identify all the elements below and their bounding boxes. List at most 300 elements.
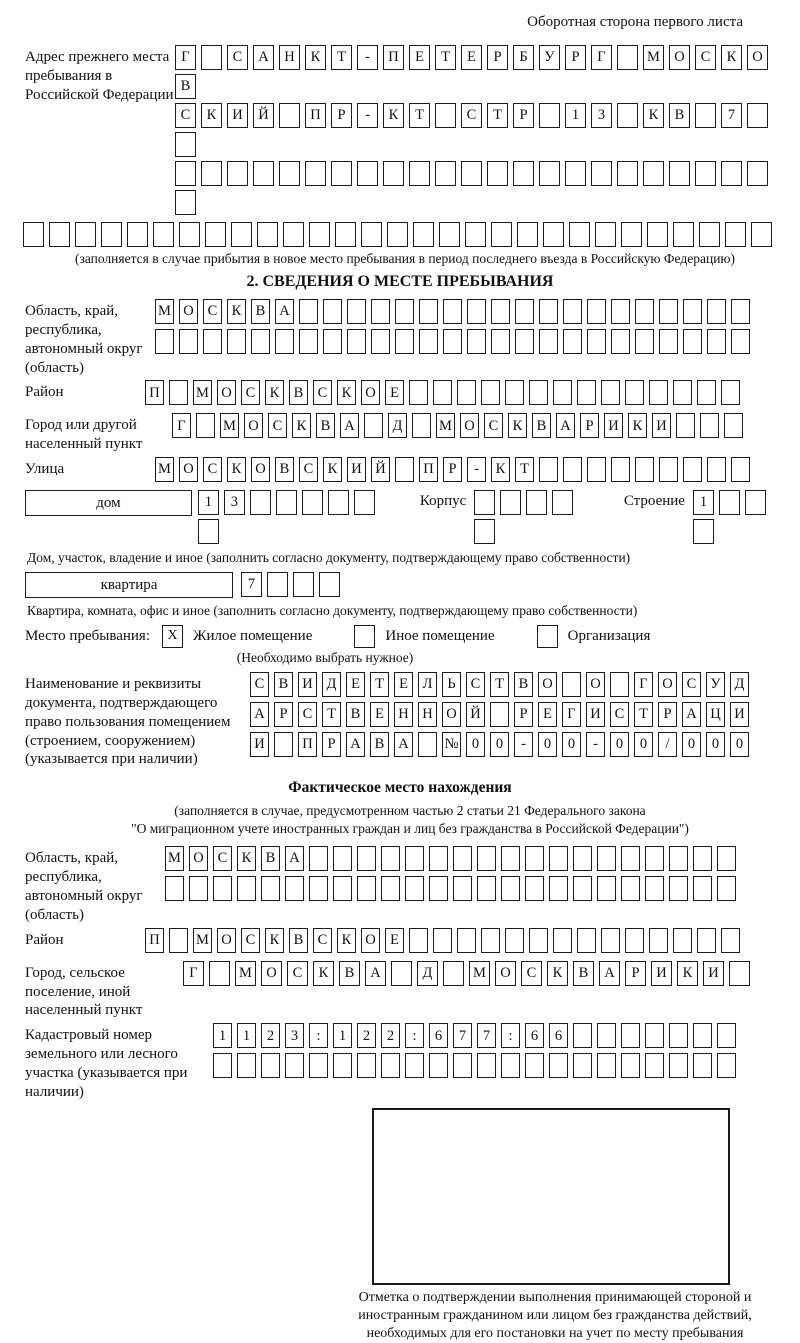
form-cell[interactable]: 0 (634, 732, 653, 757)
form-cell[interactable] (621, 1023, 640, 1048)
form-cell[interactable] (587, 329, 606, 354)
form-cell[interactable]: Т (515, 457, 534, 482)
form-cell[interactable]: О (217, 380, 236, 405)
form-cell[interactable] (697, 928, 716, 953)
form-cell[interactable]: В (339, 961, 360, 986)
form-cell[interactable] (175, 161, 196, 186)
form-cell[interactable]: К (677, 961, 698, 986)
form-cell[interactable]: В (370, 732, 389, 757)
form-cell[interactable]: И (250, 732, 269, 757)
form-cell[interactable] (283, 222, 304, 247)
form-cell[interactable] (347, 299, 366, 324)
form-cell[interactable] (611, 299, 630, 324)
form-cell[interactable]: Т (409, 103, 430, 128)
form-cell[interactable] (683, 299, 702, 324)
form-cell[interactable] (413, 222, 434, 247)
form-cell[interactable]: Т (331, 45, 352, 70)
form-cell[interactable] (597, 846, 616, 871)
form-cell[interactable] (409, 380, 428, 405)
form-cell[interactable] (395, 329, 414, 354)
form-cell[interactable] (549, 1053, 568, 1078)
form-cell[interactable]: К (628, 413, 647, 438)
form-cell[interactable] (305, 161, 326, 186)
form-cell[interactable] (405, 876, 424, 901)
form-cell[interactable]: 0 (610, 732, 629, 757)
form-cell[interactable] (257, 222, 278, 247)
form-cell[interactable] (659, 329, 678, 354)
form-cell[interactable] (453, 1053, 472, 1078)
form-cell[interactable] (573, 1053, 592, 1078)
form-cell[interactable]: П (383, 45, 404, 70)
form-cell[interactable]: М (193, 380, 212, 405)
form-cell[interactable] (717, 846, 736, 871)
form-cell[interactable]: № (442, 732, 461, 757)
house-type-box[interactable]: дом (25, 490, 192, 516)
form-cell[interactable] (213, 1053, 232, 1078)
form-cell[interactable] (649, 928, 668, 953)
form-cell[interactable] (293, 572, 314, 597)
form-cell[interactable]: Т (490, 672, 509, 697)
form-cell[interactable]: М (155, 457, 174, 482)
form-cell[interactable]: - (586, 732, 605, 757)
form-cell[interactable]: В (289, 380, 308, 405)
form-cell[interactable] (201, 161, 222, 186)
form-cell[interactable] (309, 222, 330, 247)
form-cell[interactable]: И (586, 702, 605, 727)
form-cell[interactable] (625, 380, 644, 405)
form-cell[interactable]: Й (371, 457, 390, 482)
form-cell[interactable] (649, 380, 668, 405)
form-cell[interactable]: 1 (213, 1023, 232, 1048)
form-cell[interactable]: К (337, 928, 356, 953)
form-cell[interactable]: О (442, 702, 461, 727)
form-cell[interactable]: Б (513, 45, 534, 70)
form-cell[interactable] (179, 329, 198, 354)
form-cell[interactable] (717, 876, 736, 901)
form-cell[interactable] (610, 672, 629, 697)
form-cell[interactable]: К (508, 413, 527, 438)
form-cell[interactable] (477, 1053, 496, 1078)
form-cell[interactable]: А (394, 732, 413, 757)
form-cell[interactable] (617, 45, 638, 70)
form-cell[interactable]: П (419, 457, 438, 482)
form-cell[interactable] (699, 222, 720, 247)
form-cell[interactable] (285, 876, 304, 901)
form-cell[interactable] (525, 1053, 544, 1078)
form-cell[interactable]: 7 (721, 103, 742, 128)
form-cell[interactable]: А (285, 846, 304, 871)
form-cell[interactable]: 0 (730, 732, 749, 757)
form-cell[interactable]: К (227, 299, 246, 324)
form-cell[interactable]: С (287, 961, 308, 986)
form-cell[interactable] (361, 222, 382, 247)
form-cell[interactable] (487, 161, 508, 186)
form-cell[interactable]: Е (538, 702, 557, 727)
form-cell[interactable] (433, 380, 452, 405)
form-cell[interactable] (237, 1053, 256, 1078)
form-cell[interactable]: 1 (198, 490, 219, 515)
form-cell[interactable]: И (347, 457, 366, 482)
form-cell[interactable]: О (179, 457, 198, 482)
form-cell[interactable]: Р (625, 961, 646, 986)
form-cell[interactable]: Г (175, 45, 196, 70)
form-cell[interactable] (429, 876, 448, 901)
form-cell[interactable] (319, 572, 340, 597)
form-cell[interactable]: Г (183, 961, 204, 986)
form-cell[interactable]: Е (461, 45, 482, 70)
form-cell[interactable]: И (652, 413, 671, 438)
form-cell[interactable] (439, 222, 460, 247)
form-cell[interactable] (573, 846, 592, 871)
form-cell[interactable] (429, 846, 448, 871)
form-cell[interactable] (274, 732, 293, 757)
form-cell[interactable] (525, 846, 544, 871)
form-cell[interactable] (659, 457, 678, 482)
form-cell[interactable] (731, 457, 750, 482)
form-cell[interactable] (543, 222, 564, 247)
form-cell[interactable] (328, 490, 349, 515)
form-cell[interactable] (697, 380, 716, 405)
form-cell[interactable] (597, 876, 616, 901)
form-cell[interactable] (395, 457, 414, 482)
form-cell[interactable]: И (604, 413, 623, 438)
form-cell[interactable] (635, 329, 654, 354)
form-cell[interactable]: Е (409, 45, 430, 70)
form-cell[interactable] (563, 299, 582, 324)
form-cell[interactable]: О (747, 45, 768, 70)
form-cell[interactable]: Г (562, 702, 581, 727)
form-cell[interactable] (617, 161, 638, 186)
form-cell[interactable] (189, 876, 208, 901)
form-cell[interactable]: 6 (549, 1023, 568, 1048)
form-cell[interactable] (285, 1053, 304, 1078)
form-cell[interactable]: О (261, 961, 282, 986)
form-cell[interactable] (101, 222, 122, 247)
form-cell[interactable] (279, 103, 300, 128)
form-cell[interactable]: Т (370, 672, 389, 697)
form-cell[interactable]: Ц (706, 702, 725, 727)
form-cell[interactable] (395, 299, 414, 324)
residential-checkbox[interactable]: X (162, 625, 183, 648)
form-cell[interactable] (309, 846, 328, 871)
form-cell[interactable] (721, 928, 740, 953)
form-cell[interactable] (621, 876, 640, 901)
form-cell[interactable]: 0 (682, 732, 701, 757)
form-cell[interactable]: К (227, 457, 246, 482)
form-cell[interactable]: 3 (224, 490, 245, 515)
form-cell[interactable] (357, 161, 378, 186)
form-cell[interactable]: П (145, 928, 164, 953)
form-cell[interactable]: 0 (562, 732, 581, 757)
form-cell[interactable]: Е (385, 380, 404, 405)
form-cell[interactable] (467, 329, 486, 354)
form-cell[interactable]: Т (487, 103, 508, 128)
form-cell[interactable] (175, 190, 196, 215)
form-cell[interactable]: С (227, 45, 248, 70)
form-cell[interactable] (276, 490, 297, 515)
form-cell[interactable]: Е (385, 928, 404, 953)
form-cell[interactable]: И (227, 103, 248, 128)
form-cell[interactable]: А (340, 413, 359, 438)
form-cell[interactable] (309, 1053, 328, 1078)
form-cell[interactable]: Г (591, 45, 612, 70)
form-cell[interactable]: В (573, 961, 594, 986)
form-cell[interactable] (481, 380, 500, 405)
form-cell[interactable] (625, 928, 644, 953)
form-cell[interactable] (539, 161, 560, 186)
form-cell[interactable] (309, 876, 328, 901)
form-cell[interactable]: О (179, 299, 198, 324)
form-cell[interactable] (501, 1053, 520, 1078)
form-cell[interactable] (645, 1023, 664, 1048)
form-cell[interactable]: Н (279, 45, 300, 70)
form-cell[interactable] (501, 876, 520, 901)
form-cell[interactable]: Й (253, 103, 274, 128)
form-cell[interactable] (333, 876, 352, 901)
form-cell[interactable] (549, 876, 568, 901)
form-cell[interactable] (453, 876, 472, 901)
form-cell[interactable]: С (466, 672, 485, 697)
form-cell[interactable] (573, 876, 592, 901)
form-cell[interactable] (333, 1053, 352, 1078)
form-cell[interactable]: С (213, 846, 232, 871)
form-cell[interactable]: О (669, 45, 690, 70)
form-cell[interactable]: О (361, 928, 380, 953)
form-cell[interactable] (491, 222, 512, 247)
form-cell[interactable]: О (586, 672, 605, 697)
form-cell[interactable] (724, 413, 743, 438)
form-cell[interactable] (371, 329, 390, 354)
form-cell[interactable] (693, 876, 712, 901)
form-cell[interactable] (597, 1053, 616, 1078)
form-cell[interactable] (419, 299, 438, 324)
form-cell[interactable] (213, 876, 232, 901)
form-cell[interactable]: Н (394, 702, 413, 727)
form-cell[interactable] (357, 876, 376, 901)
form-cell[interactable] (515, 299, 534, 324)
form-cell[interactable] (562, 672, 581, 697)
form-cell[interactable] (500, 490, 521, 515)
form-cell[interactable]: О (361, 380, 380, 405)
form-cell[interactable] (250, 490, 271, 515)
form-cell[interactable] (279, 161, 300, 186)
form-cell[interactable]: 2 (261, 1023, 280, 1048)
form-cell[interactable] (491, 299, 510, 324)
form-cell[interactable] (587, 299, 606, 324)
form-cell[interactable]: С (682, 672, 701, 697)
form-cell[interactable] (587, 457, 606, 482)
form-cell[interactable] (693, 1023, 712, 1048)
form-cell[interactable] (419, 329, 438, 354)
form-cell[interactable]: Т (435, 45, 456, 70)
form-cell[interactable]: С (241, 928, 260, 953)
form-cell[interactable] (563, 329, 582, 354)
form-cell[interactable]: С (298, 702, 317, 727)
form-cell[interactable] (707, 457, 726, 482)
form-cell[interactable]: К (313, 961, 334, 986)
form-cell[interactable] (747, 161, 768, 186)
form-cell[interactable]: С (313, 380, 332, 405)
other-premises-checkbox[interactable] (354, 625, 375, 648)
form-cell[interactable]: Р (658, 702, 677, 727)
form-cell[interactable] (707, 299, 726, 324)
form-cell[interactable] (299, 329, 318, 354)
form-cell[interactable]: К (305, 45, 326, 70)
form-cell[interactable] (227, 329, 246, 354)
form-cell[interactable] (635, 457, 654, 482)
form-cell[interactable]: 0 (490, 732, 509, 757)
form-cell[interactable] (457, 928, 476, 953)
form-cell[interactable] (357, 1053, 376, 1078)
form-cell[interactable]: В (261, 846, 280, 871)
form-cell[interactable]: : (501, 1023, 520, 1048)
form-cell[interactable] (707, 329, 726, 354)
form-cell[interactable]: - (357, 45, 378, 70)
form-cell[interactable] (467, 299, 486, 324)
form-cell[interactable]: 7 (477, 1023, 496, 1048)
form-cell[interactable]: Р (513, 103, 534, 128)
form-cell[interactable]: 0 (706, 732, 725, 757)
form-cell[interactable] (673, 380, 692, 405)
form-cell[interactable] (443, 329, 462, 354)
form-cell[interactable]: В (175, 74, 196, 99)
form-cell[interactable] (719, 490, 740, 515)
form-cell[interactable] (597, 1023, 616, 1048)
form-cell[interactable] (237, 876, 256, 901)
form-cell[interactable] (357, 846, 376, 871)
form-cell[interactable]: Д (730, 672, 749, 697)
form-cell[interactable] (745, 490, 766, 515)
form-cell[interactable]: М (165, 846, 184, 871)
form-cell[interactable] (529, 928, 548, 953)
form-cell[interactable] (505, 928, 524, 953)
apartment-type-box[interactable]: квартира (25, 572, 233, 598)
form-cell[interactable] (231, 222, 252, 247)
form-cell[interactable]: А (346, 732, 365, 757)
form-cell[interactable] (669, 1023, 688, 1048)
form-cell[interactable] (443, 299, 462, 324)
form-cell[interactable] (474, 519, 495, 544)
form-cell[interactable] (333, 846, 352, 871)
form-cell[interactable] (693, 1053, 712, 1078)
form-cell[interactable]: С (695, 45, 716, 70)
form-cell[interactable]: М (220, 413, 239, 438)
form-cell[interactable]: И (703, 961, 724, 986)
form-cell[interactable]: П (145, 380, 164, 405)
form-cell[interactable] (261, 1053, 280, 1078)
form-cell[interactable] (409, 161, 430, 186)
form-cell[interactable]: - (514, 732, 533, 757)
form-cell[interactable] (275, 329, 294, 354)
form-cell[interactable] (387, 222, 408, 247)
form-cell[interactable]: А (599, 961, 620, 986)
form-cell[interactable]: О (460, 413, 479, 438)
form-cell[interactable] (302, 490, 323, 515)
form-cell[interactable] (474, 490, 495, 515)
form-cell[interactable]: Л (418, 672, 437, 697)
form-cell[interactable] (364, 413, 383, 438)
form-cell[interactable]: Е (394, 672, 413, 697)
form-cell[interactable]: К (201, 103, 222, 128)
form-cell[interactable]: 1 (693, 490, 714, 515)
form-cell[interactable]: У (706, 672, 725, 697)
form-cell[interactable] (443, 961, 464, 986)
form-cell[interactable] (253, 161, 274, 186)
form-cell[interactable] (335, 222, 356, 247)
form-cell[interactable]: О (217, 928, 236, 953)
form-cell[interactable]: - (467, 457, 486, 482)
form-cell[interactable]: 7 (453, 1023, 472, 1048)
form-cell[interactable] (529, 380, 548, 405)
form-cell[interactable]: С (461, 103, 482, 128)
form-cell[interactable] (429, 1053, 448, 1078)
form-cell[interactable] (731, 329, 750, 354)
form-cell[interactable] (601, 928, 620, 953)
form-cell[interactable]: С (313, 928, 332, 953)
form-cell[interactable] (381, 1053, 400, 1078)
form-cell[interactable]: 0 (538, 732, 557, 757)
form-cell[interactable] (731, 299, 750, 324)
form-cell[interactable]: К (383, 103, 404, 128)
form-cell[interactable]: В (274, 672, 293, 697)
form-cell[interactable]: К (292, 413, 311, 438)
form-cell[interactable]: Ь (442, 672, 461, 697)
form-cell[interactable] (461, 161, 482, 186)
form-cell[interactable] (347, 329, 366, 354)
form-cell[interactable] (721, 161, 742, 186)
form-cell[interactable]: К (265, 928, 284, 953)
form-cell[interactable] (595, 222, 616, 247)
form-cell[interactable] (645, 1053, 664, 1078)
form-cell[interactable] (569, 222, 590, 247)
form-cell[interactable]: В (669, 103, 690, 128)
form-cell[interactable]: К (265, 380, 284, 405)
form-cell[interactable] (267, 572, 288, 597)
form-cell[interactable] (683, 457, 702, 482)
form-cell[interactable] (409, 928, 428, 953)
form-cell[interactable] (747, 103, 768, 128)
form-cell[interactable]: 1 (237, 1023, 256, 1048)
form-cell[interactable] (179, 222, 200, 247)
form-cell[interactable]: С (241, 380, 260, 405)
form-cell[interactable] (539, 103, 560, 128)
form-cell[interactable] (553, 380, 572, 405)
form-cell[interactable] (673, 222, 694, 247)
form-cell[interactable]: П (298, 732, 317, 757)
form-cell[interactable] (700, 413, 719, 438)
organization-checkbox[interactable] (537, 625, 558, 648)
form-cell[interactable] (659, 299, 678, 324)
form-cell[interactable] (323, 329, 342, 354)
form-cell[interactable] (175, 132, 196, 157)
form-cell[interactable]: 2 (357, 1023, 376, 1048)
form-cell[interactable] (481, 928, 500, 953)
form-cell[interactable]: Г (634, 672, 653, 697)
form-cell[interactable]: М (235, 961, 256, 986)
form-cell[interactable]: К (721, 45, 742, 70)
form-cell[interactable] (515, 329, 534, 354)
form-cell[interactable] (354, 490, 375, 515)
form-cell[interactable] (491, 329, 510, 354)
form-cell[interactable] (669, 161, 690, 186)
form-cell[interactable] (669, 1053, 688, 1078)
form-cell[interactable]: В (251, 299, 270, 324)
form-cell[interactable] (525, 876, 544, 901)
form-cell[interactable] (717, 1023, 736, 1048)
form-cell[interactable]: А (250, 702, 269, 727)
form-cell[interactable] (729, 961, 750, 986)
form-cell[interactable]: О (244, 413, 263, 438)
